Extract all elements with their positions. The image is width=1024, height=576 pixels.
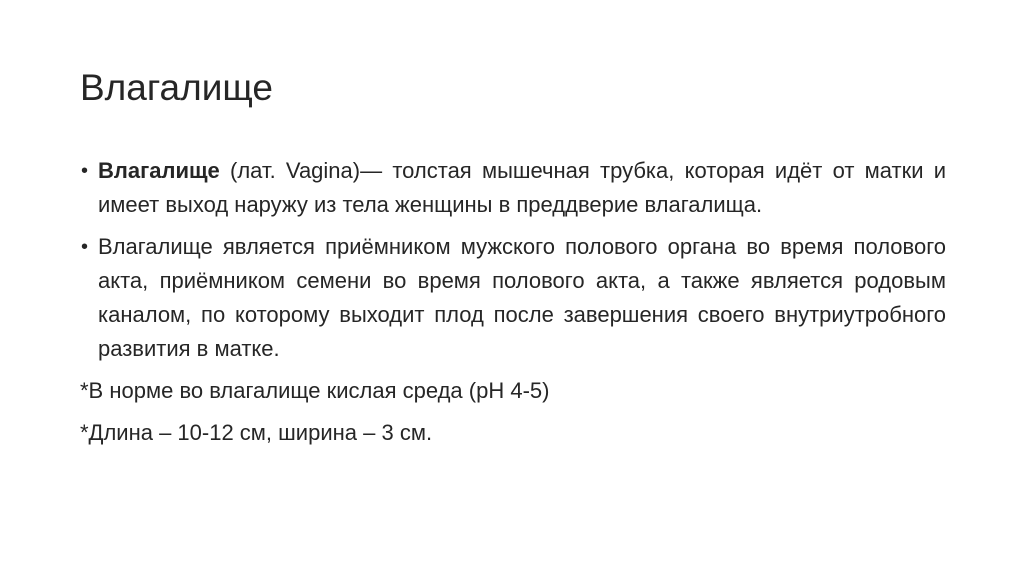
bullet-icon: • bbox=[81, 236, 89, 258]
bullet-icon: • bbox=[81, 160, 89, 182]
note-ph: *В норме во влагалище кислая среда (рН 4-5) bbox=[80, 378, 550, 403]
bullet-item bbox=[80, 154, 946, 222]
term-bold: Влагалище bbox=[98, 158, 220, 183]
bullet-text: Влагалище является приёмником мужского полового органа во время полового акта, приёмником семени во время полового акта, а также является родовым каналом, по которому выходит плод после завершения своего внутриутробного развития в матке. bbox=[98, 234, 946, 361]
slide-title: Влагалище bbox=[80, 67, 273, 108]
note-dimensions: *Длина – 10-12 см, ширина – 3 см. bbox=[80, 420, 433, 445]
bullet-item bbox=[80, 230, 946, 366]
slide-body bbox=[80, 154, 946, 458]
bullet-text: (лат. Vagina)— толстая мышечная трубка, которая идёт от матки и имеет выход наружу из тела женщины в преддверие влагалища. bbox=[98, 158, 946, 217]
